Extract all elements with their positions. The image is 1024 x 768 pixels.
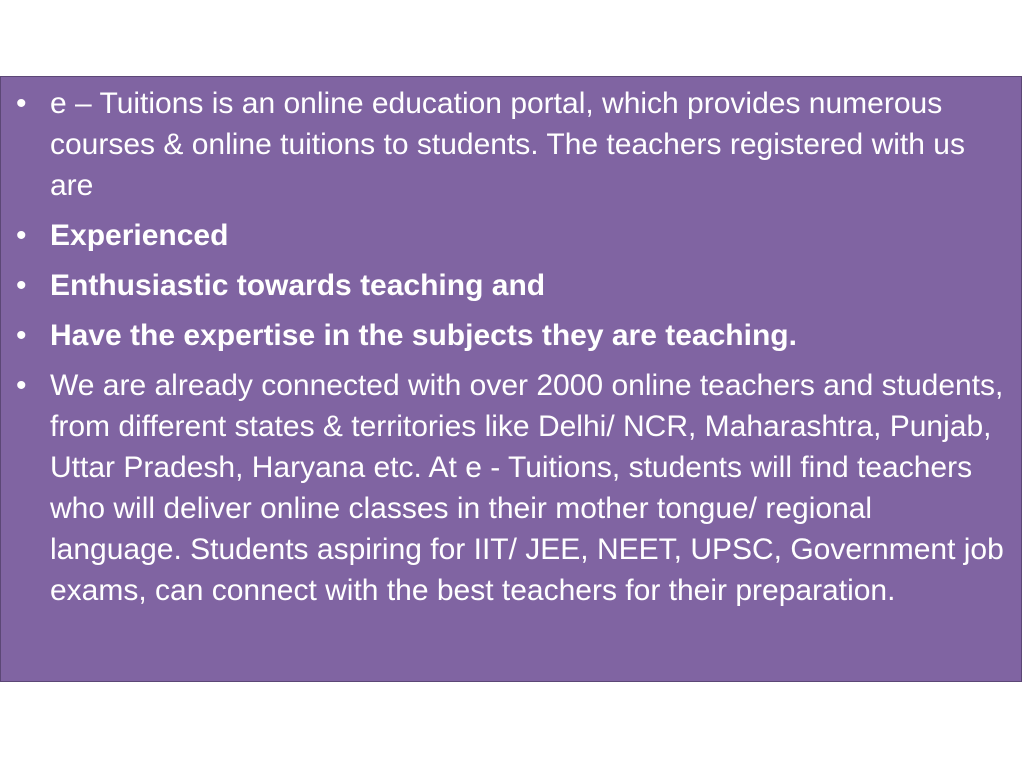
bullet-text: e – Tuitions is an online education portal, which provides numerous courses & online tuitions to students. The teachers registered with us are: [50, 87, 965, 202]
bullet-dot-icon: •: [16, 269, 27, 302]
bullet-item-connected: [9, 365, 1011, 611]
bullet-item-intro: [9, 83, 1011, 206]
content-box: [0, 76, 1022, 682]
bullet-dot-icon: •: [16, 219, 27, 252]
bullet-dot-icon: •: [16, 87, 27, 120]
bullet-item-expertise: [9, 315, 1011, 356]
bullet-item-experienced: [9, 215, 1011, 256]
bullet-text: Experienced: [50, 219, 229, 252]
bullet-text: Enthusiastic towards teaching and: [50, 269, 546, 302]
bullet-dot-icon: •: [16, 369, 27, 402]
bullet-item-enthusiastic: [9, 265, 1011, 306]
bullet-text: Have the expertise in the subjects they are teaching.: [50, 319, 797, 352]
bullet-list: [9, 83, 1011, 611]
bullet-text: We are already connected with over 2000 online teachers and students, from different states & territories like Delhi/ NCR, Maharashtra, Punjab, Uttar Pradesh, Haryana etc. At e - Tuitions, students will find teachers who will deliver online classes in their mother tongue/ regional language. Students aspiring for IIT/ JEE, NEET, UPSC, Government job exams, can connect with the best teachers for their preparation.: [50, 369, 1004, 607]
bullet-dot-icon: •: [16, 319, 27, 352]
